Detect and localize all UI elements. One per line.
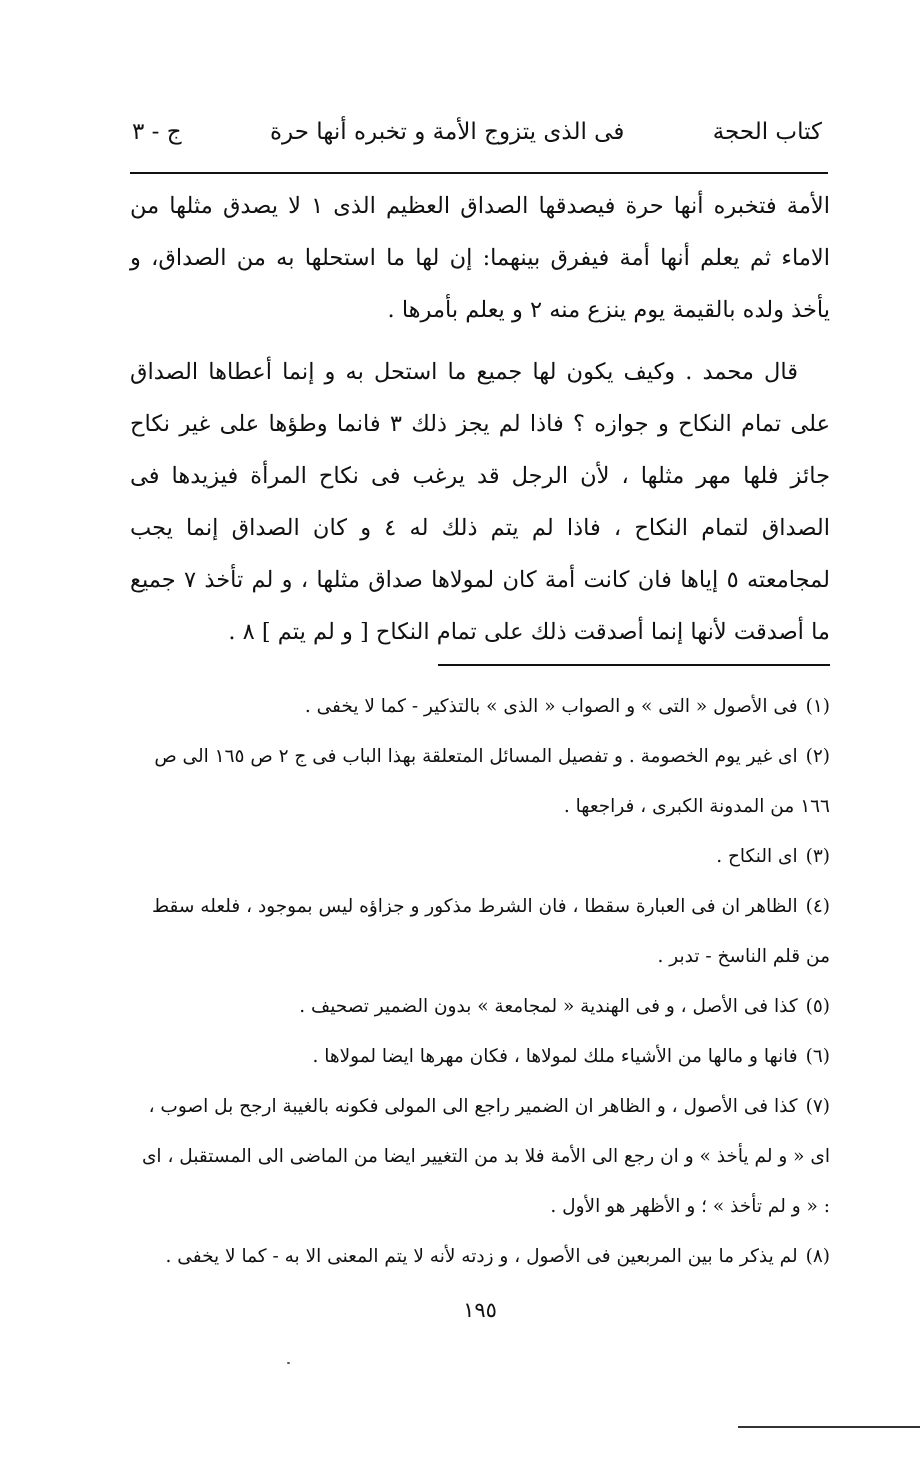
main-text — [130, 180, 830, 658]
footnote-1 — [130, 682, 830, 732]
footnote-text: فانها و مالها من الأشياء ملك لمولاها ، فكان مهرها ايضا لمولاها . — [312, 1046, 798, 1067]
footnote-text: الظاهر ان فى العبارة سقطا ، فان الشرط مذكور و جزاؤه ليس بموجود ، فلعله سقط من قلم الناسخ - تدبر . — [151, 896, 830, 967]
footnote-number: (٨) — [805, 1246, 830, 1267]
footnotes — [130, 682, 830, 1282]
footnote-text: كذا فى الأصول ، و الظاهر ان الضمير راجع الى المولى فكونه بالغيبة ارجح بل اصوب ، اى « و لم يأخذ » و ان رجع الى الأمة فلا بد من التغيير ايضا من الماضى الى المستقبل ، اى : « و لم تأخذ » ؛ و الأظهر هو الأول . — [141, 1096, 830, 1217]
chapter-title: فى الذى يتزوج الأمة و تخبره أنها حرة — [269, 119, 625, 145]
footnote-4 — [130, 882, 830, 982]
page-number: ١٩٥ — [463, 1298, 497, 1322]
footnote-7 — [130, 1082, 830, 1232]
running-head — [132, 108, 822, 156]
footnote-3 — [130, 832, 830, 882]
footnote-number: (٢) — [805, 746, 830, 767]
footnote-rule — [438, 664, 830, 666]
footnote-number: (٥) — [805, 996, 830, 1017]
header-rule — [130, 172, 828, 174]
footnote-number: (٣) — [805, 846, 830, 867]
footnote-text: لم يذكر ما بين المربعين فى الأصول ، و زدته لأنه لا يتم المعنى الا به - كما لا يخفى . — [165, 1246, 798, 1267]
footnote-number: (٦) — [805, 1046, 830, 1067]
main-paragraph-2: قال محمد . وكيف يكون لها جميع ما استحل به و إنما أعطاها الصداق على تمام النكاح و جوازه ؟ فاذا لم يجز ذلك ٣ فانما وطؤها على غير نكاح جائز فلها مهر مثلها ، لأن الرجل قد يرغب فى نكاح المرأة فيزيدها فى الصداق لتمام النكاح ، فاذا لم يتم ذلك له ٤ و كان الصداق إنما يجب لمجامعته ٥ إياها فان كانت أمة كان لمولاها صداق مثلها ، و لم تأخذ ٧ جميع ما أصدقت لأنها إنما أصدقت ذلك على تمام النكاح [ و لم يتم ] ٨ . — [130, 359, 830, 645]
footnote-text: فى الأصول « التى » و الصواب « الذى » بالتذكير - كما لا يخفى . — [304, 696, 798, 717]
scan-speck — [287, 1362, 290, 1364]
footnote-number: (٧) — [805, 1096, 830, 1117]
volume-number: ج - ٣ — [132, 119, 182, 145]
footnote-2 — [130, 732, 830, 832]
footnote-text: كذا فى الأصل ، و فى الهندية « لمجامعة » بدون الضمير تصحيف . — [299, 996, 798, 1017]
book-title: كتاب الحجة — [712, 119, 822, 145]
footnote-number: (٤) — [805, 896, 830, 917]
footnote-6 — [130, 1032, 830, 1082]
footnote-number: (١) — [805, 696, 830, 717]
footnote-5 — [130, 982, 830, 1032]
scan-edge-rule — [738, 1426, 920, 1428]
footnote-8 — [130, 1232, 830, 1282]
footnote-text: اى النكاح . — [716, 846, 798, 867]
main-paragraph-1: الأمة فتخبره أنها حرة فيصدقها الصداق العظيم الذى ١ لا يصدق مثلها من الاماء ثم يعلم أنها أمة فيفرق بينهما: إن لها ما استحلها به من الصداق، و يأخذ ولده بالقيمة يوم ينزع منه ٢ و يعلم بأمرها . — [130, 193, 830, 323]
footnote-text: اى غير يوم الخصومة . و تفصيل المسائل المتعلقة بهذا الباب فى ج ٢ ص ١٦٥ الى ص ١٦٦ من المدونة الكبرى ، فراجعها . — [154, 746, 830, 817]
